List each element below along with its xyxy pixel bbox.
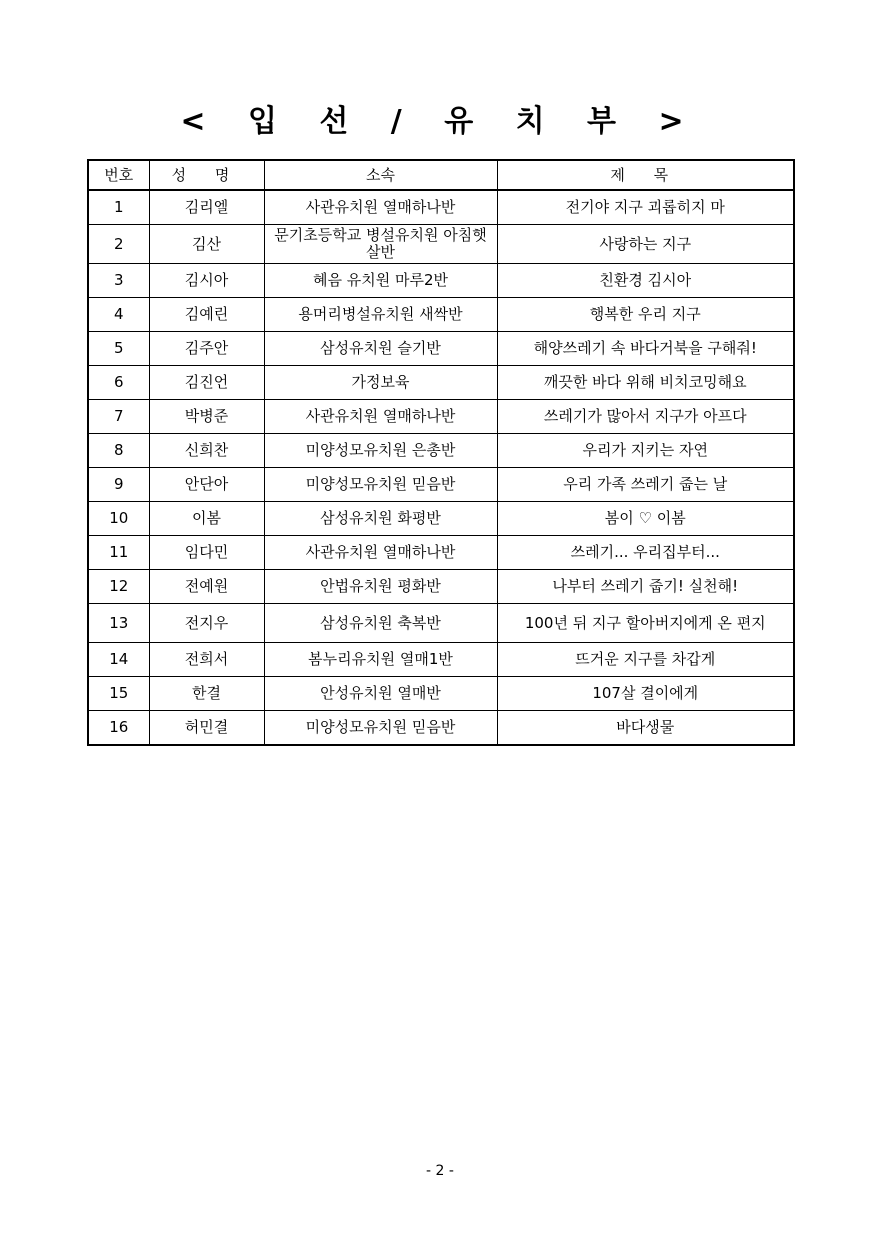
table-row [88, 677, 794, 711]
cell-name: 전지우 [149, 604, 264, 643]
cell-name: 김진언 [149, 366, 264, 400]
winners-table [87, 159, 795, 746]
cell-affiliation: 가정보육 [264, 366, 497, 400]
cell-affiliation: 사관유치원 열매하나반 [264, 190, 497, 225]
cell-number: 14 [88, 643, 149, 677]
cell-affiliation: 문기초등학교 병설유치원 아침햇살반 [264, 225, 497, 264]
cell-subject: 전기야 지구 괴롭히지 마 [497, 190, 794, 225]
table-row [88, 604, 794, 643]
cell-subject: 봄이 ♡ 이봄 [497, 502, 794, 536]
cell-name: 전희서 [149, 643, 264, 677]
cell-affiliation: 안법유치원 평화반 [264, 570, 497, 604]
cell-number: 13 [88, 604, 149, 643]
cell-affiliation: 삼성유치원 슬기반 [264, 332, 497, 366]
cell-name: 임다민 [149, 536, 264, 570]
cell-number: 15 [88, 677, 149, 711]
header-subject: 제 목 [497, 160, 794, 190]
cell-subject: 친환경 김시아 [497, 264, 794, 298]
cell-name: 김산 [149, 225, 264, 264]
page-number: - 2 - [426, 1163, 454, 1179]
cell-affiliation: 사관유치원 열매하나반 [264, 536, 497, 570]
cell-number: 1 [88, 190, 149, 225]
cell-number: 8 [88, 434, 149, 468]
cell-subject: 바다생물 [497, 711, 794, 746]
table-row [88, 332, 794, 366]
cell-affiliation: 혜음 유치원 마루2반 [264, 264, 497, 298]
page-title: < 입 선 / 유 치 부 > [180, 104, 700, 139]
cell-subject: 쓰레기... 우리집부터... [497, 536, 794, 570]
cell-affiliation: 미양성모유치원 믿음반 [264, 468, 497, 502]
cell-number: 2 [88, 225, 149, 264]
cell-affiliation: 사관유치원 열매하나반 [264, 400, 497, 434]
cell-name: 한결 [149, 677, 264, 711]
cell-subject: 100년 뒤 지구 할아버지에게 온 편지 [497, 604, 794, 643]
cell-name: 신희찬 [149, 434, 264, 468]
table-row [88, 570, 794, 604]
table-row [88, 366, 794, 400]
table-row [88, 264, 794, 298]
cell-name: 허민결 [149, 711, 264, 746]
cell-affiliation: 안성유치원 열매반 [264, 677, 497, 711]
cell-affiliation: 미양성모유치원 믿음반 [264, 711, 497, 746]
cell-affiliation: 삼성유치원 화평반 [264, 502, 497, 536]
cell-subject: 쓰레기가 많아서 지구가 아프다 [497, 400, 794, 434]
table-row [88, 400, 794, 434]
table-row [88, 536, 794, 570]
cell-subject: 나부터 쓰레기 줍기! 실천해! [497, 570, 794, 604]
cell-subject: 우리 가족 쓰레기 줍는 날 [497, 468, 794, 502]
table-row [88, 711, 794, 746]
table-row [88, 298, 794, 332]
cell-number: 5 [88, 332, 149, 366]
cell-number: 10 [88, 502, 149, 536]
cell-number: 6 [88, 366, 149, 400]
cell-affiliation: 미양성모유치원 은총반 [264, 434, 497, 468]
cell-name: 김주안 [149, 332, 264, 366]
cell-subject: 107살 결이에게 [497, 677, 794, 711]
cell-affiliation: 삼성유치원 축복반 [264, 604, 497, 643]
cell-name: 안단아 [149, 468, 264, 502]
cell-name: 박병준 [149, 400, 264, 434]
header-number: 번호 [88, 160, 149, 190]
header-name: 성 명 [149, 160, 264, 190]
cell-subject: 해양쓰레기 속 바다거북을 구해줘! [497, 332, 794, 366]
cell-subject: 깨끗한 바다 위해 비치코밍해요 [497, 366, 794, 400]
cell-number: 7 [88, 400, 149, 434]
cell-subject: 행복한 우리 지구 [497, 298, 794, 332]
cell-name: 전예원 [149, 570, 264, 604]
cell-number: 4 [88, 298, 149, 332]
table-row [88, 190, 794, 225]
table-row [88, 468, 794, 502]
table-row [88, 225, 794, 264]
cell-affiliation: 봄누리유치원 열매1반 [264, 643, 497, 677]
cell-subject: 사랑하는 지구 [497, 225, 794, 264]
table-row [88, 643, 794, 677]
cell-name: 이봄 [149, 502, 264, 536]
cell-name: 김예린 [149, 298, 264, 332]
cell-number: 16 [88, 711, 149, 746]
cell-number: 3 [88, 264, 149, 298]
cell-number: 11 [88, 536, 149, 570]
cell-name: 김리엘 [149, 190, 264, 225]
header-affiliation: 소속 [264, 160, 497, 190]
table-row [88, 434, 794, 468]
cell-number: 12 [88, 570, 149, 604]
cell-name: 김시아 [149, 264, 264, 298]
table-row [88, 502, 794, 536]
cell-number: 9 [88, 468, 149, 502]
table-header-row [88, 160, 794, 190]
cell-subject: 우리가 지키는 자연 [497, 434, 794, 468]
cell-affiliation: 용머리병설유치원 새싹반 [264, 298, 497, 332]
cell-subject: 뜨거운 지구를 차갑게 [497, 643, 794, 677]
